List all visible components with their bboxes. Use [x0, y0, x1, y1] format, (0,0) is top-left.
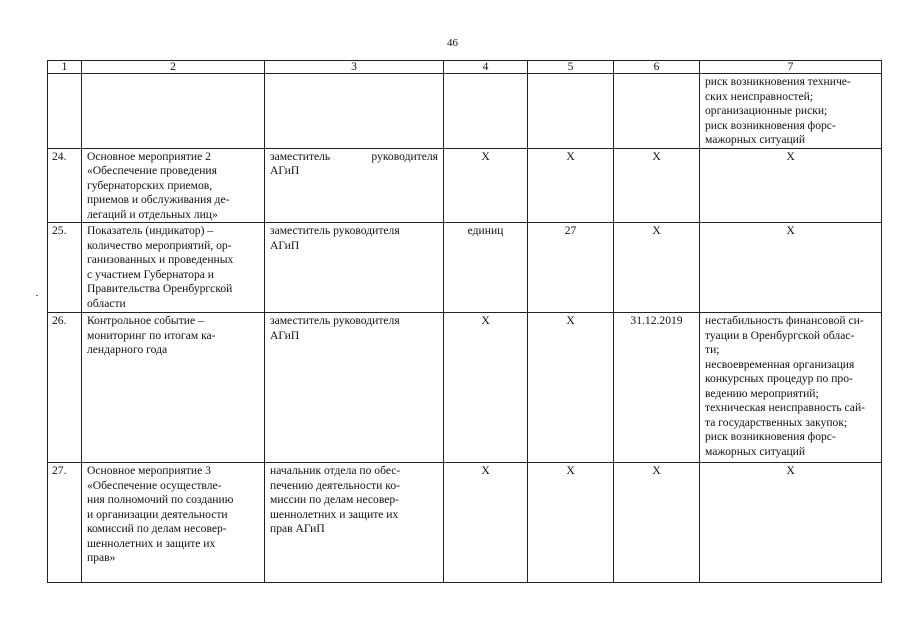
column-header: 3: [265, 61, 444, 74]
column-header: 4: [444, 61, 528, 74]
table-row: [48, 148, 882, 223]
row-name: Основное мероприятие 2 «Обеспечение проведения губернаторских приемов, приемов и обслуживания де- легаций и отдельных лиц»: [82, 148, 265, 223]
row-responsible: [265, 148, 444, 223]
responsible-line: заместитель руководителя: [270, 224, 400, 237]
row-risks: Х: [700, 463, 882, 583]
row-value: [528, 74, 614, 149]
row-date: Х: [614, 463, 700, 583]
column-header: 7: [700, 61, 882, 74]
page-number: 46: [447, 37, 458, 49]
row-date: Х: [614, 223, 700, 313]
column-header: 6: [614, 61, 700, 74]
row-name: Показатель (индикатор) – количество мероприятий, ор- ганизованных и проведенных с участием Губернатора и Правительства Оренбургской области: [82, 223, 265, 313]
row-date: 31.12.2019: [614, 313, 700, 463]
row-date: [614, 74, 700, 149]
column-header: 1: [48, 61, 82, 74]
row-name: Основное мероприятие 3 «Обеспечение осуществле- ния полномочий по созданию и организации деятельности комиссий по делам несовер- шеннолетних и защите их прав»: [82, 463, 265, 583]
row-responsible: [265, 223, 444, 313]
row-name: Контрольное событие – мониторинг по итогам ка- лендарного года: [82, 313, 265, 463]
document-table: [47, 60, 882, 583]
table-row: [48, 313, 882, 463]
row-unit: Х: [444, 148, 528, 223]
responsible-line: АГиП: [270, 164, 300, 177]
row-number: 25.: [48, 223, 82, 313]
row-number: 24.: [48, 148, 82, 223]
row-unit: единиц: [444, 223, 528, 313]
table-row: [48, 463, 882, 583]
column-header: 5: [528, 61, 614, 74]
responsible-line: АГиП: [270, 328, 300, 342]
responsible-line: АГиП: [270, 238, 300, 252]
margin-mark: [36, 295, 38, 296]
row-number: [48, 74, 82, 149]
row-unit: Х: [444, 463, 528, 583]
row-responsible: [265, 74, 444, 149]
row-date: Х: [614, 148, 700, 223]
row-risks: нестабильность финансовой си- туации в Оренбургской облас- ти; несвоевременная организация конкурсных процедур по про- ведению мероприятий; техническая неисправность сай- та государственных закупок; риск возникновения форс- мажорных ситуаций: [700, 313, 882, 463]
responsible-line: заместитель руководителя: [270, 149, 438, 163]
row-number: 26.: [48, 313, 82, 463]
row-value: 27: [528, 223, 614, 313]
table-header-row: [48, 61, 882, 74]
responsible-line: заместитель руководителя: [270, 314, 400, 327]
row-responsible: начальник отдела по обес- печению деятельности ко- миссии по делам несовер- шеннолетних и защите их прав АГиП: [265, 463, 444, 583]
table-row: [48, 74, 882, 149]
row-name: [82, 74, 265, 149]
table-row: [48, 223, 882, 313]
row-value: Х: [528, 463, 614, 583]
row-value: Х: [528, 148, 614, 223]
row-risks: Х: [700, 148, 882, 223]
row-unit: [444, 74, 528, 149]
row-risks: риск возникновения техниче- ских неисправностей; организационные риски; риск возникновения форс- мажорных ситуаций: [700, 74, 882, 149]
row-risks: Х: [700, 223, 882, 313]
row-value: Х: [528, 313, 614, 463]
row-responsible: [265, 313, 444, 463]
row-number: 27.: [48, 463, 82, 583]
column-header: 2: [82, 61, 265, 74]
row-unit: Х: [444, 313, 528, 463]
